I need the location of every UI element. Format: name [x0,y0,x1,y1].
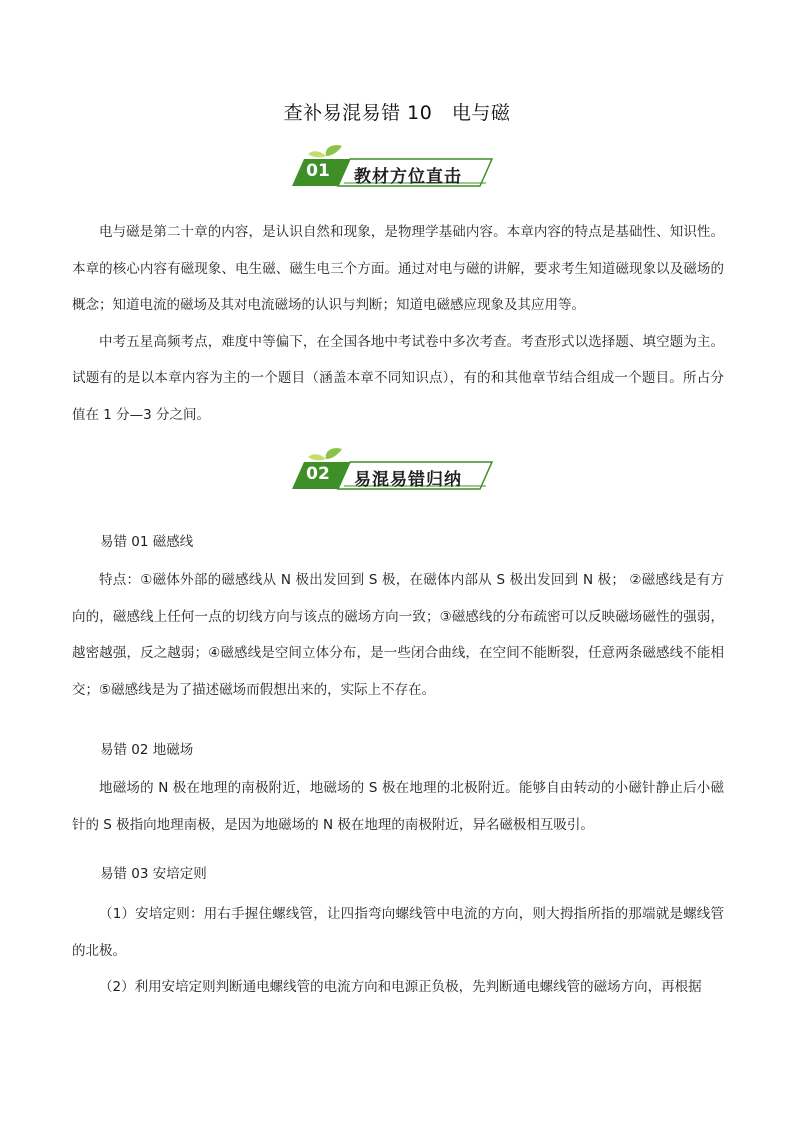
item-body-02 [72,770,724,843]
item-heading-03: 易错 03 安培定则 [100,866,207,882]
item-paragraph: 特点：①磁体外部的磁感线从 N 极出发回到 S 极，在磁体内部从 S 极出发回到 N 极； ②磁感线是有方向的，磁感线上任何一点的切线方向与该点的磁场方向一致；③磁感线的分布疏密可以反映磁场磁性的强弱，越密越强，反之越弱；④磁感线是空间立体分布，是一些闭合曲线，在空间不能断裂，任意两条磁感线不能相交；⑤磁感线是为了描述磁场而假想出来的，实际上不存在。 [72,572,724,698]
leaf-icon [326,145,342,156]
section-number: 01 [306,161,330,181]
leaf-icon [308,454,326,460]
leaf-icon [326,448,342,459]
section-banner-01 [286,144,516,194]
item-body-03 [72,896,724,1006]
leaf-icon [308,151,326,157]
intro-text [72,214,724,433]
item-heading-02: 易错 02 地磁场 [100,742,194,758]
item-paragraph-2: （2）利用安培定则判断通电螺线管的电流方向和电源正负极，先判断通电螺线管的磁场方向，再根据 [99,979,702,995]
intro-paragraph-1: 电与磁是第二十章的内容，是认识自然和现象，是物理学基础内容。本章内容的特点是基础性、知识性。本章的核心内容有磁现象、电生磁、磁生电三个方面。通过对电与磁的讲解，要求考生知道磁现象以及磁场的概念；知道电流的磁场及其对电流磁场的认识与判断；知道电磁感应现象及其应用等。 [72,224,724,313]
item-paragraph-1: （1）安培定则：用右手握住螺线管，让四指弯向螺线管中电流的方向，则大拇指所指的那端就是螺线管的北极。 [72,906,724,959]
item-heading-01: 易错 01 磁感线 [100,534,194,550]
intro-paragraph-2: 中考五星高频考点，难度中等偏下，在全国各地中考试卷中多次考查。考查形式以选择题、填空题为主。试题有的是以本章内容为主的一个题目（涵盖本章不同知识点），有的和其他章节结合组成一个题目。所占分值在 1 分—3 分之间。 [72,333,724,423]
item-paragraph: 地磁场的 N 极在地理的南极附近，地磁场的 S 极在地理的北极附近。能够自由转动的小磁针静止后小磁针的 S 极指向地理南极，是因为地磁场的 N 极在地理的南极附近，异名磁极相互吸引。 [72,780,724,833]
item-body-01 [72,562,724,708]
section-title: 易混易错归纳 [354,470,462,490]
section-banner-02 [286,447,516,497]
section-title: 教材方位直击 [354,167,462,187]
section-number: 02 [306,464,330,484]
page-title: 查补易混易错 10 电与磁 [283,102,511,124]
